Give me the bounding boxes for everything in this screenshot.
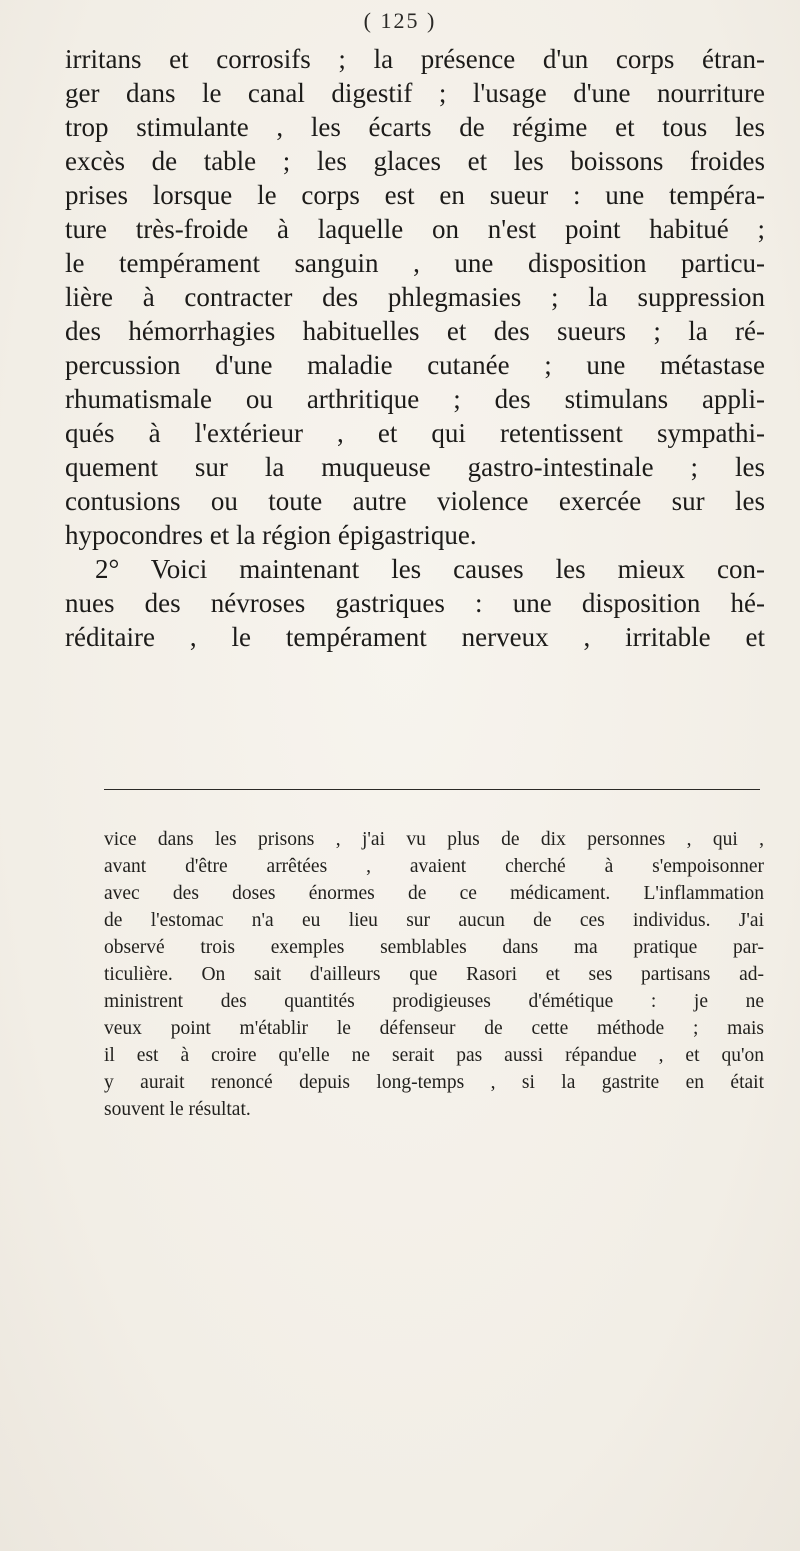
text-line: rhumatismale ou arthritique ; des stimulans appli-	[65, 384, 765, 414]
text-line: hypocondres et la région épigastrique.	[65, 520, 477, 550]
text-line: quement sur la muqueuse gastro-intestinale ; les	[65, 452, 765, 482]
text-line: réditaire , le tempérament nerveux , irritable et	[65, 622, 765, 652]
text-line: qués à l'extérieur , et qui retentissent sympathi-	[65, 418, 765, 448]
footnote-line: observé trois exemples semblables dans ma pratique par-	[104, 937, 764, 958]
text-line: prises lorsque le corps est en sueur : une tempéra-	[65, 180, 765, 210]
footnote-line: ministrent des quantités prodigieuses d'émétique : je ne	[104, 991, 764, 1012]
footnote-line: de l'estomac n'a eu lieu sur aucun de ces individus. J'ai	[104, 910, 764, 931]
text-line: nues des névroses gastriques : une disposition hé-	[65, 588, 765, 618]
footnote-line: veux point m'établir le défenseur de cette méthode ; mais	[104, 1018, 764, 1039]
text-line: ger dans le canal digestif ; l'usage d'une nourriture	[65, 78, 765, 108]
text-line: lière à contracter des phlegmasies ; la suppression	[65, 282, 765, 312]
text-line: irritans et corrosifs ; la présence d'un corps étran-	[65, 44, 765, 74]
text-line: des hémorrhagies habituelles et des sueurs ; la ré-	[65, 316, 765, 346]
text-line: contusions ou toute autre violence exercée sur les	[65, 486, 765, 516]
footnote	[104, 826, 764, 1123]
footnote-line: y aurait renoncé depuis long-temps , si la gastrite en était	[104, 1072, 764, 1093]
text-line: le tempérament sanguin , une disposition particu-	[65, 248, 765, 278]
footnote-line: souvent le résultat.	[104, 1099, 251, 1120]
main-text	[65, 42, 765, 654]
footnote-line: ticulière. On sait d'ailleurs que Rasori et ses partisans ad-	[104, 964, 764, 985]
footnote-line: avant d'être arrêtées , avaient cherché à s'empoisonner	[104, 856, 764, 877]
footnote-line: il est à croire qu'elle ne serait pas aussi répandue , et qu'on	[104, 1045, 764, 1066]
text-line: percussion d'une maladie cutanée ; une métastase	[65, 350, 765, 380]
footnote-divider	[104, 789, 760, 790]
footnote-line: avec des doses énormes de ce médicament. L'inflammation	[104, 883, 764, 904]
text-line: excès de table ; les glaces et les boissons froides	[65, 146, 765, 176]
text-line: 2° Voici maintenant les causes les mieux con-	[95, 554, 765, 584]
text-line: trop stimulante , les écarts de régime et tous les	[65, 112, 765, 142]
text-line: ture très-froide à laquelle on n'est point habitué ;	[65, 214, 765, 244]
page-number: ( 125 )	[363, 8, 437, 33]
footnote-line: vice dans les prisons , j'ai vu plus de dix personnes , qui ,	[104, 829, 764, 850]
